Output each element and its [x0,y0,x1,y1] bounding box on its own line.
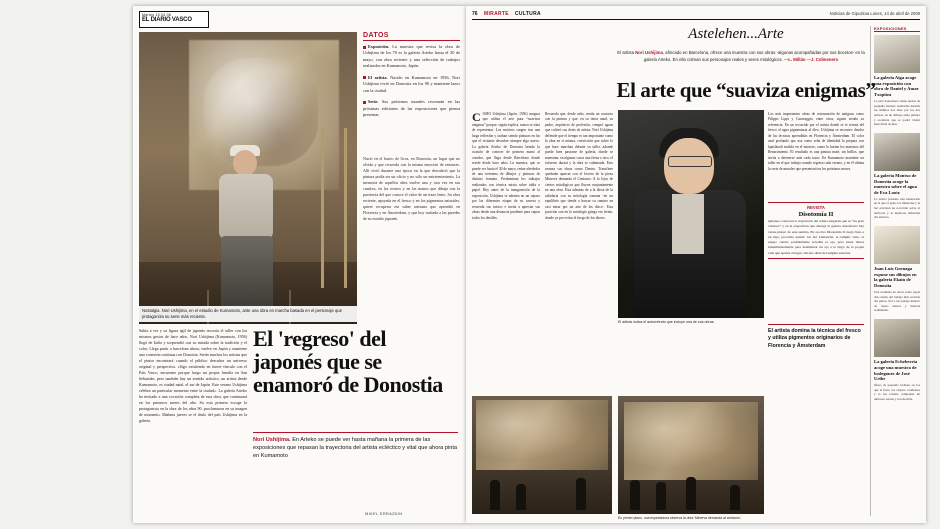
torso-shape [219,174,273,240]
head-shape [233,150,257,176]
datos-item [363,75,460,94]
photo-caption: Nostalgia. Nori Ushijima, en el estudio de Kumamoto, ante una obra en marcha basada en el personaje que protagoniza su serie más reciente. [139,306,357,322]
left-kicker-name: Nori Ushijima. [253,437,291,443]
rail-item-headline: La galería Aiga acoge una exposición con obra de Daniel y Amar Txopitea [874,75,919,98]
rail-item[interactable] [874,226,920,313]
masthead-title: EL DIARIO VASCO [142,17,192,24]
masthead-date: Martes 15.04.08 [142,13,171,17]
page-folio: 76 [472,11,478,17]
left-byline: MIKEL ERRAZKIN [365,511,403,516]
datos-item-text: Serie. Sus próximos murales recrearán en las próximas ediciones de las exposiciones que piensa presentar. [363,99,460,117]
mural-artwork-icon [624,402,758,480]
rail-item-headline: La galería Montxo de Donostia acoge la muestra sobre el agua de Eva Lootz [874,172,917,195]
main-photo [139,32,357,324]
sidebar-box [768,202,864,259]
masthead [139,11,209,28]
sidebar-box-headline: Disotomía II [798,211,834,218]
artist-portrait-photo [618,110,764,318]
datos-box [363,32,460,123]
left-article-body: Subía a ver y su figura ágil de japonés recorría el taller con los mismos gestos de hace años. Nori Ushijima (Kumamoto, 1956) llegó de Italia y sorprendió con su mirada sobre la tradición y el color. Llega partir a barcelona ahora, vuelve en Japón y mantiene una conexión continua con Donostia. Serán muchos los artistas que el pintor encontrará cuando el público descubra un universo original y perspectiva. «Sigo existiendo en fuerte vínculo con el País Vasco, encuentro porque luego mi propia familia en San Sebastián, pero también hay un sentido artístico, un artista desde Kumamoto, es ciudad natal, el sur de Japón. Este verano Ushijima celebra un particular momento entre la ciudad». La galería Arteko ha invitado a una vocación completa de esta obra, que continuará en los primeros meses del año. Su esta primera escoge la protagonista en la obra de los años 90, proclamaron en su imagen de momento. Mañana jueves se el título del país Ushijima en la galería. [139,328,247,423]
visitor-silhouette [630,480,640,510]
page-title: Astelehen...Arte [688,26,784,42]
ladder-icon [317,128,351,288]
artist-figure [201,150,293,322]
rail-thumbnail-image [874,35,920,73]
rail-thumbnail-image [874,226,920,264]
glasses-icon [668,156,712,167]
section-label: CULTURA [515,11,541,17]
right-page-header [472,11,920,20]
lower-left-photo [472,396,612,514]
right-headline: El arte que “suaviza enigmas” [616,78,876,102]
rail-item-text: Una treintena de obras sobre papel dan cuenta del trabajo más reciente del pintor, fiel a un paisaje interior de trazos densos y materia acumulada. [874,289,920,313]
rail-item[interactable] [874,319,920,402]
pull-quote: El artista domina la técnica del fresco y utiliza pigmentos originarios de Florencia y Ámsterdam [768,324,864,350]
rail-item-headline: La galería Echeberria acoge una muestra de bodegones de José Uribe [874,359,918,382]
mural-photo-caption: En primer plano, una espectadora observa la obra 'Minerva demanda al centauro'. [618,516,742,520]
datos-item [363,44,460,70]
drop-cap: C [472,112,481,124]
column-text: Los más importantes obras de restauración de antiguos como Filippo Lippi y Caravaggio, entre otros, siguen siendo su referencia. En un recorrido por el artista donde se te retrata del fresco al agua pigmentaria al óleo, Ushijima se reconoce deudor de las técnicas aprendidas en Florencia y Ámsterdam. El color azul profundo que usa como seña de identidad la prepara con lapislázuli molido en el mortero, como lo harían los maestros del Renacimiento. El resultado es una pintura mate, sin brillos, que invita a detenerse ante cada trazo. En Kumamoto mantiene un taller en el que trabaja cuando regresa cada verano, y en él ultima la serie de murales que presentará en los próximos meses. [768,112,864,171]
left-headline: El 'regreso' del japonés que se enamoró de Donostia [253,326,443,397]
rail-item-text: La sala donostiarra reúne piezas de pequeño formato realizadas durante los últimos dos años por los dos artistas, en un diálogo entre pintura y escultura que se podrá visitar hasta final de mes. [874,98,920,127]
right-page [466,6,926,523]
datos-title: DATOS [363,32,460,41]
artist-photo-caption: El artista indica el autorretrato que incluye una de sus obras. [618,320,715,324]
datos-item-text: El artista. Nacido en Kumamoto en 1956, Nori Ushijima vivió en Donostia en los 90 y mantiene lazos con la ciudad. [363,74,461,93]
rail-item[interactable] [874,35,920,127]
datos-item-text: Exposición. La muestra que revisa la obra de Ushijima de los 70 es la galería Arteko hasta el 30 de mayo, con obra reciente y una selección de trabajos realizados en Kumamoto, Japón. [363,44,460,69]
artwork-detail-icon [476,400,608,470]
article-column-2 [545,112,613,378]
rail-item[interactable] [874,133,920,220]
rail-thumbnail-image [874,133,920,171]
left-secondary-column: Nació en el barrio de Gros, en Donostia, un lugar que no olvida y que recuerda con la misma emoción de entonces. Allí vivió durante una época en la que descubrió que la pintura podía ser un oficio y no sólo un entretenimiento. La memoria de aquellos años vuelve una y otra vez en sus cuadros, en los rostros y en las manos que dibuja con la paciencia del que conoce el valor de un trazo lento. Su obra reciente, apoyada en el fresco y en los pigmentos naturales, quiere recuperar ese saber artesano que aprendió en Florencia y en Ámsterdam, y que hoy traslada a las paredes de su estudio japonés. [363,156,460,221]
left-page [133,6,466,523]
exhibitions-rail [870,26,920,516]
standfirst: El artista Nori Ushijima, afincado en Barcelona, ofrece una muestra con sus obras -algunas acompañadas por sus bocetos- en la galería Arteko. En ella colman sus personajes reales y seres mitológicos. —L. Millán —J. Colmenero [617,50,865,62]
bullet-square-icon [363,101,366,104]
sidebar-box-text: Quienes conozcan la trayectoria del artista aseguran que es “un gran virtuoso” y en la exposición que alberga la galería donostiarra hay varias pistas: de este sentido. En su obra Disotomía II cuajó fruto a un hijo; procedió quizás: las del Lamanche. A cumplir vista, el espejo cuadro posiblemente acredite el ojo, pero hasta llanos intermitentemente para determinar un ojo a lo largo de la propia vida qué apunta al lugar; ahí uno duda del enigma esencial. [768,219,864,255]
sidebar-box-tag: REVISTA [807,205,825,210]
dateline: Noticias de Gipuzkoa Lunes, 14 de abril de 2008 [829,11,920,16]
left-kicker-text: En Arteko se puede ver hasta mañana la primera de las exposiciones que repasan la trayectoria del artista ecléctico y vital que ahora pinta en Kumamoto [253,437,457,460]
section-label-red: MIRARTE [484,11,509,17]
mural-photo [618,396,764,514]
bullet-square-icon [363,46,366,49]
mural-figures-group [626,474,756,510]
rail-item-headline: Juan Luis Goenaga expone sus dibujos en la galería Ekain de Donostia [874,265,917,289]
rail-thumbnail-image [874,319,920,357]
bullet-square-icon [363,76,366,79]
rail-item-text: La artista presenta una instalación en la que el agua, los minerales y la luz articulan un recorrido sobre el territorio y la memoria industrial del entorno. [874,196,920,220]
visitor-silhouette [490,480,500,510]
rail-item-text: Óleos de pequeño formato en los que la fruta, los objetos cotidianos y la luz rasante componen un universo sereno y reconocible. [874,383,920,401]
visitor-silhouette [686,477,696,510]
column-text: OMO Ushijima (Japón, 1956) asegura que utiliza el arte para “suavizar enigmas” porque, según explica, nunca se trata de representar. Los motivos surgen tras una larga reflexión y acaban siendo pinturas en las que el visitante descubre siempre algo nuevo. La galería Arteko de Donostia brinda la ocasión de conocer de primera mano al creador, que llega desde Barcelona donde reside desde hace años. La muestra, que se puede ver hasta el 30 de mayo, reúne alrededor de una treintena de dibujos y pinturas de distinto formato. Predominan los trabajos realizados con técnica mixta sobre tabla o papel. Hoy antes de la inauguración de la exposición, Ushijima se adentra en un repaso por las diferentes etapas de su carrera y recuerda sus inicios e invita a apreciar sus obras desde una distancia prudente para captar todos los detalles. [472,112,540,220]
datos-item [363,99,460,118]
visitor-silhouette [576,478,586,510]
article-column-3 [768,112,864,196]
figures-group [480,474,610,510]
article-column-1 [472,112,540,378]
column-text: Recuerda que, desde niño, sentía un contacto con la pintura y que, en su tierra natal, su padre, arquitecto de profesión, compró aguas que cultivó sus dotes de artista. Nori Ushijima defiende que el tiempo es tan importante como la obra en sí misma, convicción que sobre lo que hace marchan delante su taller, adonde puede bien pasearse de galería, donde se muestran; en algunas casos una fiesta o otro, el esfuerzo durará y la obra se culminada. Esto avanza sus obras como Dentro. Transfiere quedarán aparcar con el boceto de la pieza Minerva demanda el Centauro. A lo lejos de ciertos mitológicos que fluyen conjuntamente en una obra. Esta admiras de a la diosa de la sabiduría con su mitología romana -en un equilibrio que tiende a buscar su camino en casi mirar por un arte de los disco-. Esta posición son en la mitología griega era frente, donde ya por evitar el fuego de los dioses. [545,112,613,220]
visitor-silhouette [656,482,666,510]
portrait-shirt [672,194,704,254]
rail-title: EXPOSICIONES [874,26,920,32]
left-kicker [253,432,458,460]
visitor-silhouette [516,484,526,510]
visitor-silhouette [730,485,740,510]
